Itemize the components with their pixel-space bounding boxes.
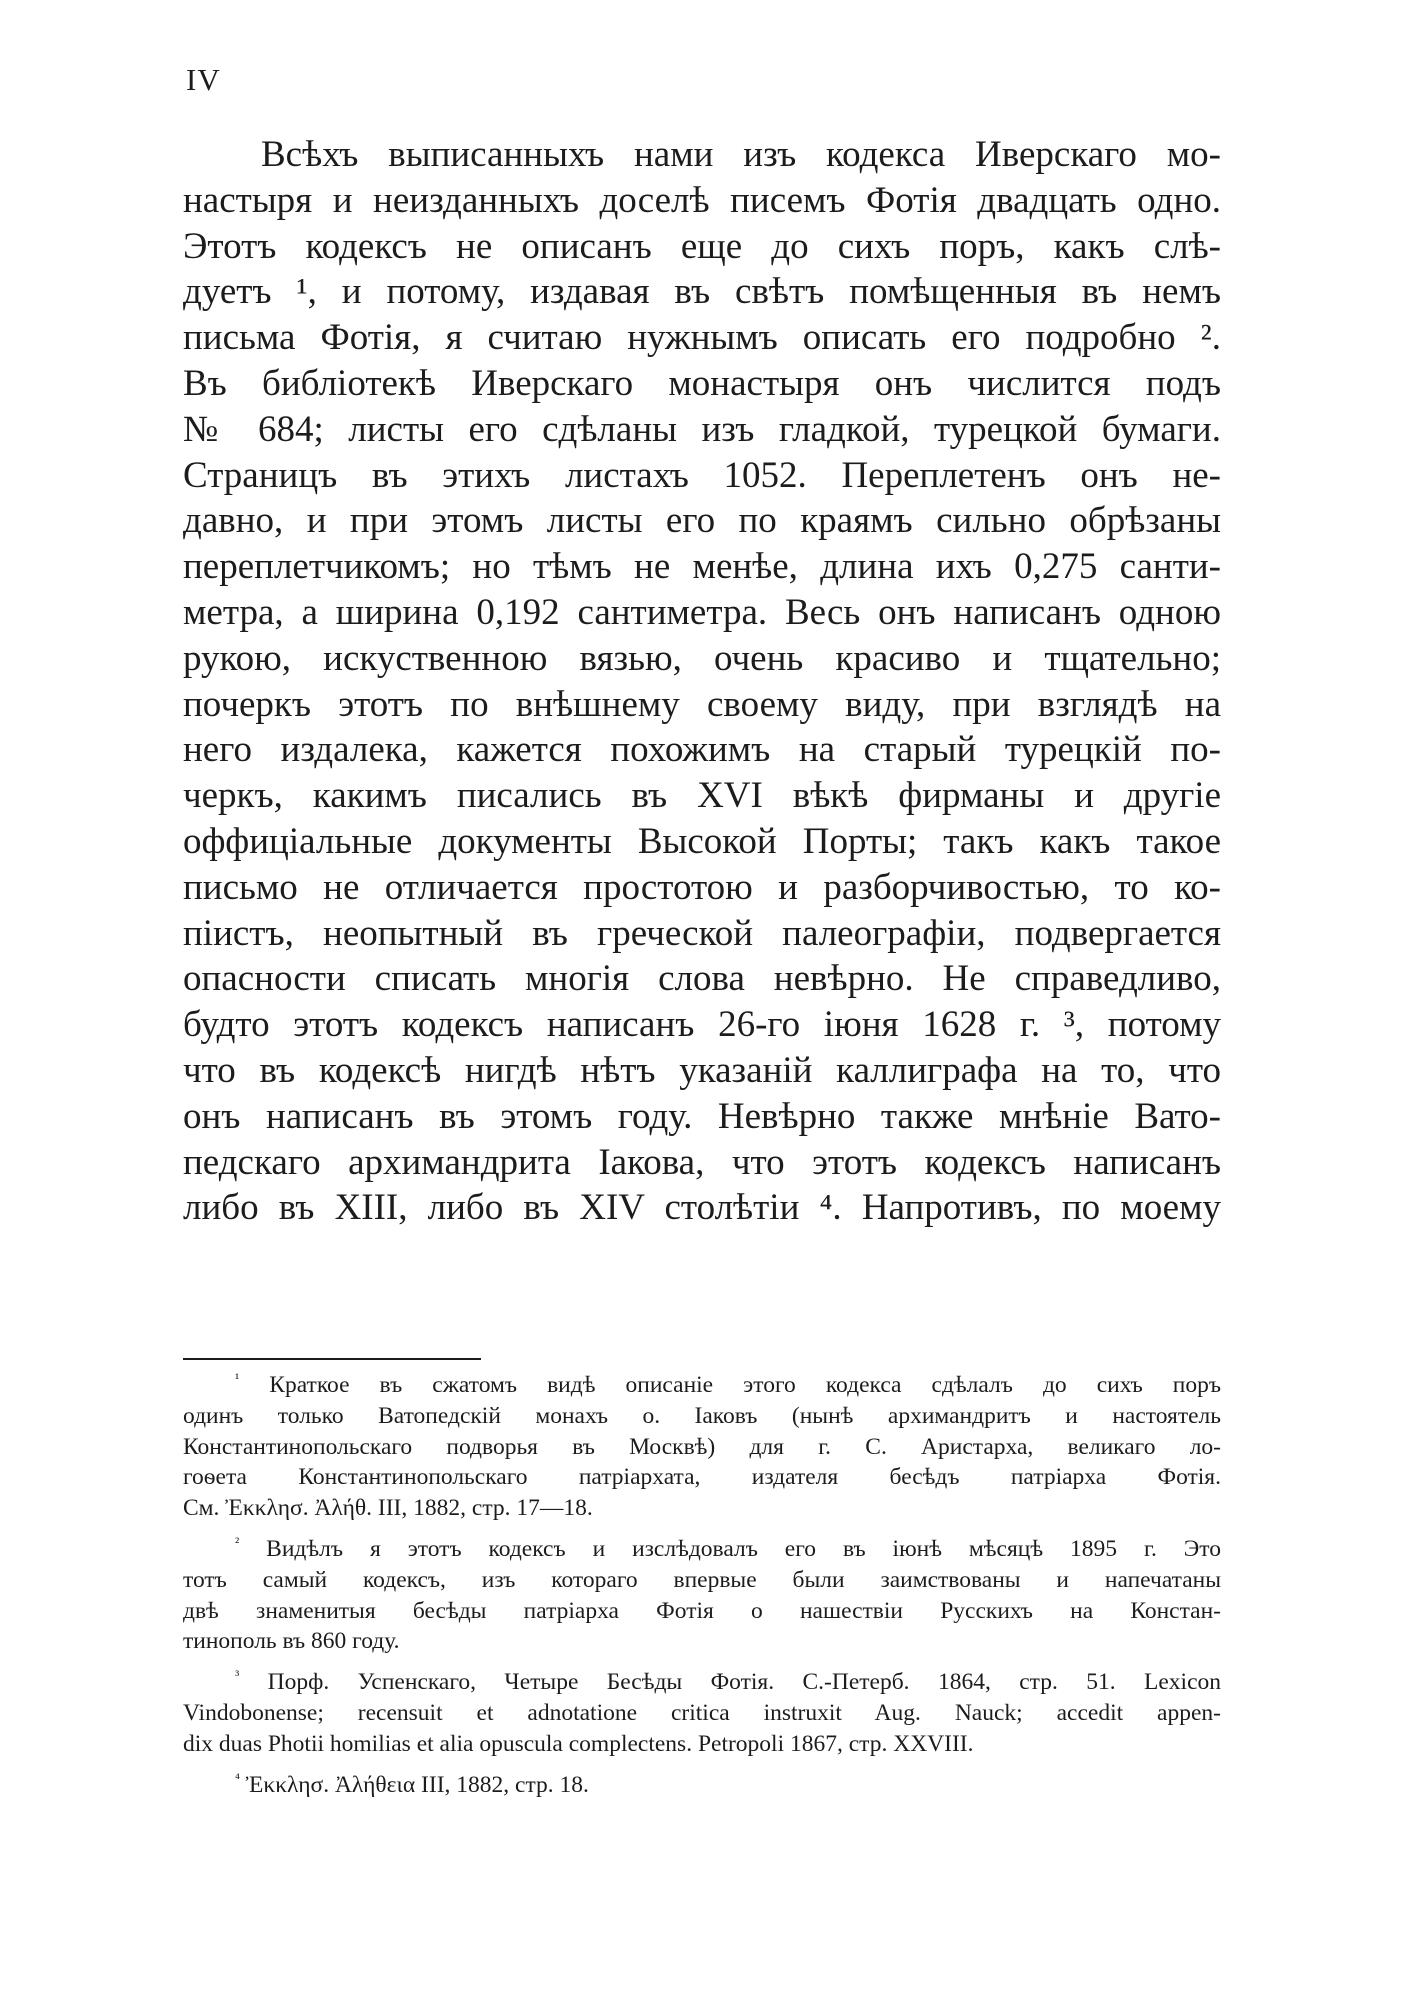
text-line: него издалека, кажется похожимъ на старый турецкій по- — [183, 729, 1221, 771]
footnote-2 — [183, 1534, 1221, 1657]
footnote-text: Порф. Успенскаго, Четыре Бесѣды Фотія. С.-Петерб. 1864, стр. 51. Lexicon — [267, 1669, 1222, 1696]
text-line: Этотъ кодексъ не описанъ еще до сихъ поръ, какъ слѣ- — [183, 225, 1221, 267]
text-line: черкъ, какимъ писались въ XVI вѣкѣ фирманы и другіе — [183, 775, 1221, 817]
footnote-line — [183, 1770, 1221, 1801]
text-line: что въ кодексѣ нигдѣ нѣтъ указаній каллиграфа на то, что — [183, 1049, 1221, 1091]
text-line: Всѣхъ выписанныхъ нами изъ кодекса Иверскаго мо- — [261, 134, 1221, 175]
footnote-1 — [183, 1370, 1221, 1524]
footnotes — [183, 1370, 1221, 1810]
text-line: Страницъ въ этихъ листахъ 1052. Переплетенъ онъ не- — [183, 454, 1221, 496]
footnote-line: Константинопольскаго подворья въ Москвѣ) для г. С. Аристарха, великаго ло- — [183, 1433, 1221, 1460]
text-line: переплетчикомъ; но тѣмъ не менѣе, длина ихъ 0,275 санти- — [183, 546, 1221, 588]
text-line: рукою, искуственною вязью, очень красиво и тщательно; — [183, 637, 1221, 679]
footnote-line: двѣ знаменитыя бесѣды патріарха Фотія о нашествіи Русскихъ на Констан- — [183, 1597, 1221, 1624]
text-line: либо въ XIII, либо въ XIV столѣтіи ⁴. Напротивъ, по моему — [183, 1187, 1221, 1229]
text-line: давно, и при этомъ листы его по краямъ сильно обрѣзаны — [183, 500, 1221, 542]
footnote-line — [183, 1370, 1221, 1401]
footnote-line: Vindobonense; recensuit et adnotatione critica instruxit Aug. Nauck; accedit appen- — [183, 1699, 1221, 1726]
text-line: Въ библіотекѣ Иверскаго монастыря онъ числится подъ — [183, 362, 1221, 404]
footnote-marker: ² — [235, 1535, 240, 1552]
footnote-line — [183, 1534, 1221, 1565]
footnote-text: Ἐκκλησ. Ἀλήθεια III, 1882, стр. 18. — [245, 1771, 589, 1798]
footnote-line: dix duas Photii homilias et alia opuscula complectens. Petropoli 1867, стр. XXVIII. — [183, 1730, 974, 1757]
footnote-line: тинополь въ 860 году. — [183, 1628, 400, 1655]
footnote-divider — [183, 1358, 481, 1360]
main-text — [183, 132, 1221, 1231]
footnote-line: одинъ только Ватопедскій монахъ о. Іаковъ (нынѣ архимандритъ и настоятель — [183, 1402, 1221, 1429]
footnote-text: Краткое въ сжатомъ видѣ описаніе этого кодекса сдѣлалъ до сихъ поръ — [269, 1372, 1222, 1398]
text-line: педскаго архимандрита Іакова, что этотъ кодексъ написанъ — [183, 1141, 1221, 1183]
footnote-marker: ³ — [235, 1668, 240, 1685]
text-line: метра, а ширина 0,192 сантиметра. Весь онъ написанъ одною — [183, 591, 1221, 633]
text-line: № 684; листы его сдѣланы изъ гладкой, турецкой бумаги. — [183, 408, 1221, 450]
page-number: IV — [186, 62, 221, 97]
text-line: письмо не отличается простотою и разборчивостью, то ко- — [183, 866, 1221, 908]
text-line: опасности списать многія слова невѣрно. Не справедливо, — [183, 958, 1221, 1000]
footnote-line: гоѳета Константинопольскаго патріархата, издателя бесѣдъ патріарха Фотія. — [183, 1464, 1221, 1491]
footnote-4 — [183, 1770, 1221, 1801]
text-line: піистъ, неопытный въ греческой палеографіи, подвергается — [183, 912, 1221, 954]
text-line: дуетъ ¹, и потому, издавая въ свѣтъ помѣщенныя въ немъ — [183, 271, 1221, 313]
text-line: почеркъ этотъ по внѣшнему своему виду, при взглядѣ на — [183, 683, 1221, 725]
footnote-line — [183, 1667, 1221, 1698]
text-line: будто этотъ кодексъ написанъ 26-го іюня 1628 г. ³, потому — [183, 1004, 1221, 1046]
text-line: письма Фотія, я считаю нужнымъ описать его подробно ². — [183, 317, 1221, 359]
text-line: онъ написанъ въ этомъ году. Невѣрно также мнѣніе Вато- — [183, 1095, 1221, 1137]
text-line: настыря и неизданныхъ доселѣ писемъ Фотія двадцать одно. — [183, 179, 1221, 221]
footnote-line: См. Ἐκκλησ. Ἀλήθ. III, 1882, стр. 17—18. — [183, 1495, 593, 1522]
footnote-text: Видѣлъ я этотъ кодексъ и изслѣдовалъ его въ іюнѣ мѣсяцѣ 1895 г. Это — [266, 1535, 1221, 1562]
footnote-line: тотъ самый кодексъ, изъ котораго впервые были заимствованы и напечатаны — [183, 1566, 1221, 1593]
footnote-3 — [183, 1667, 1221, 1759]
text-line: оффиціальные документы Высокой Порты; такъ какъ такое — [183, 820, 1221, 862]
footnote-marker: ¹ — [235, 1371, 240, 1388]
footnote-marker: ⁴ — [235, 1770, 240, 1787]
